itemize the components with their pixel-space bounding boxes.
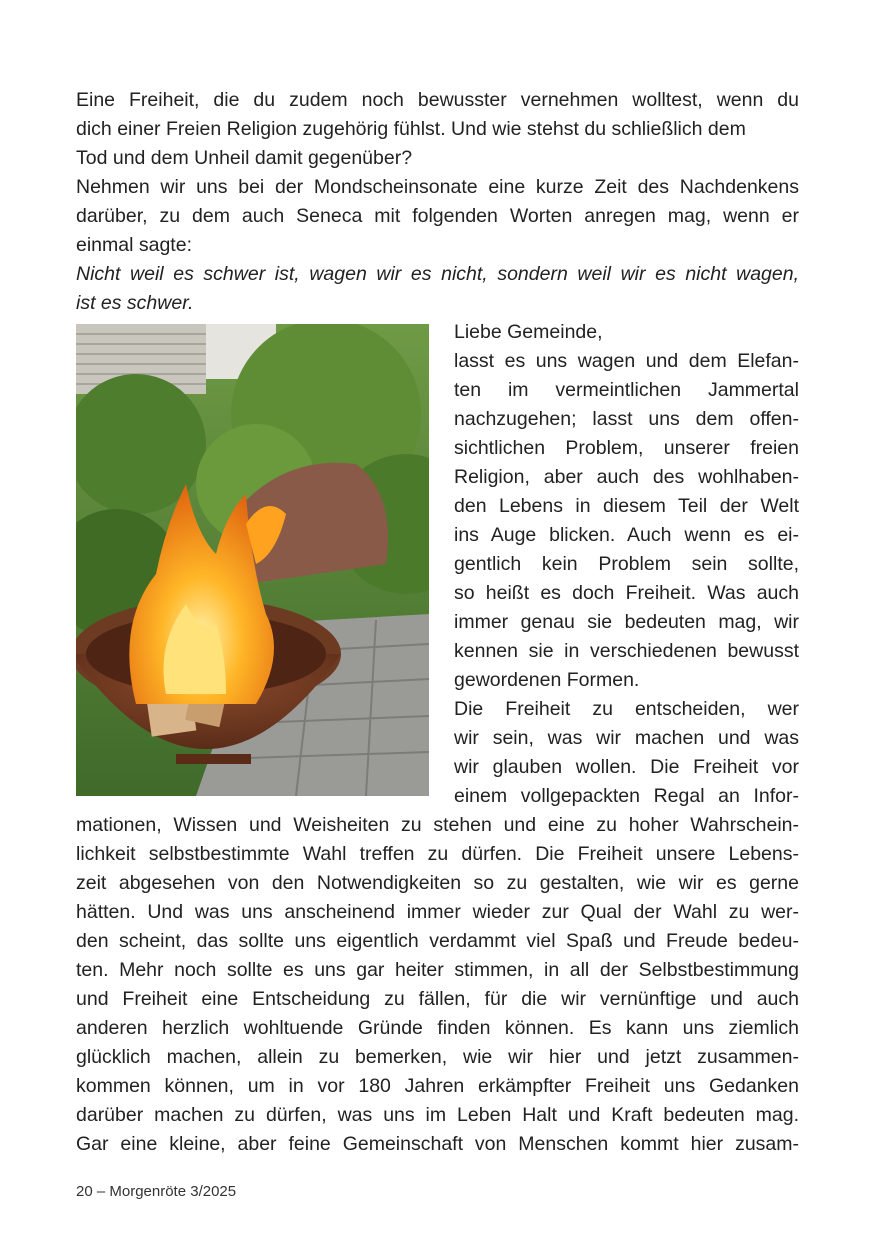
text-line: darüber, zu dem auch Seneca mit folgenden Worten anregen mag, wenn er	[76, 205, 799, 227]
text-line: ten. Mehr noch sollte es uns gar heiter stimmen, in all der Selbstbestimmung	[76, 959, 799, 981]
quote-line: Nicht weil es schwer ist, wagen wir es nicht, sondern weil wir es nicht wagen,	[76, 263, 799, 285]
text-line: Eine Freiheit, die du zudem noch bewusster vernehmen wolltest, wenn du	[76, 89, 799, 111]
text-line: Gar eine kleine, aber feine Gemeinschaft von Menschen kommt hier zusam-	[76, 1133, 799, 1155]
text-line: hätten. Und was uns anscheinend immer wieder zur Qual der Wahl zu wer-	[76, 901, 799, 923]
quote-line: ist es schwer.	[76, 292, 194, 314]
text-line: Nehmen wir uns bei der Mondscheinsonate eine kurze Zeit des Nachdenkens	[76, 176, 799, 198]
text-line: lasst es uns wagen und dem Elefan-	[454, 350, 799, 372]
text-line: sichtlichen Problem, unserer freien	[454, 437, 799, 459]
text-line: wir glauben wollen. Die Freiheit vor	[454, 756, 799, 778]
text-line: den scheint, das sollte uns eigentlich verdammt viel Spaß und Freude bedeu-	[76, 930, 799, 952]
text-line: Tod und dem Unheil damit gegenüber?	[76, 147, 413, 169]
text-line: Liebe Gemeinde,	[454, 321, 603, 343]
text-line: immer genau sie bedeuten mag, wir	[454, 611, 799, 633]
text-line: ten im vermeintlichen Jammertal	[454, 379, 799, 401]
text-line: Die Freiheit zu entscheiden, wer	[454, 698, 799, 720]
text-line: einem vollgepackten Regal an Infor-	[454, 785, 799, 807]
text-line: glücklich machen, allein zu bemerken, wie wir hier und jetzt zusammen-	[76, 1046, 799, 1068]
page-footer: 20 – Morgenröte 3/2025	[76, 1183, 237, 1200]
text-line: darüber machen zu dürfen, was uns im Leben Halt und Kraft bedeuten mag.	[76, 1104, 799, 1126]
text-line: zeit abgesehen von den Notwendigkeiten so zu gestalten, wie wir es gerne	[76, 872, 799, 894]
text-line: gentlich kein Problem sein sollte,	[454, 553, 799, 575]
text-line: kommen können, um in vor 180 Jahren erkämpfter Freiheit uns Gedanken	[76, 1075, 799, 1097]
text-line: nachzugehen; lasst uns dem offen-	[454, 408, 799, 430]
text-line: einmal sagte:	[76, 234, 192, 256]
text-line: kennen sie in verschiedenen bewusst	[454, 640, 799, 662]
text-line: den Lebens in diesem Teil der Welt	[454, 495, 799, 517]
text-line: und Freiheit eine Entscheidung zu fällen, für die wir vernünftige und auch	[76, 988, 799, 1010]
text-line: wir sein, was wir machen und was	[454, 727, 799, 749]
text-line: gewordenen Formen.	[454, 669, 640, 691]
text-line: so heißt es doch Freiheit. Was auch	[454, 582, 799, 604]
text-line: anderen herzlich wohltuende Gründe finden können. Es kann uns ziemlich	[76, 1017, 799, 1039]
text-line: Religion, aber auch des wohlhaben-	[454, 466, 799, 488]
fire-bowl-photo	[76, 324, 429, 796]
text-line: ins Auge blicken. Auch wenn es ei-	[454, 524, 799, 546]
text-line: mationen, Wissen und Weisheiten zu stehen und eine zu hoher Wahrschein-	[76, 814, 799, 836]
text-line: dich einer Freien Religion zugehörig fühlst. Und wie stehst du schließlich dem	[76, 118, 746, 140]
text-line: lichkeit selbstbestimmte Wahl treffen zu dürfen. Die Freiheit unsere Lebens-	[76, 843, 799, 865]
